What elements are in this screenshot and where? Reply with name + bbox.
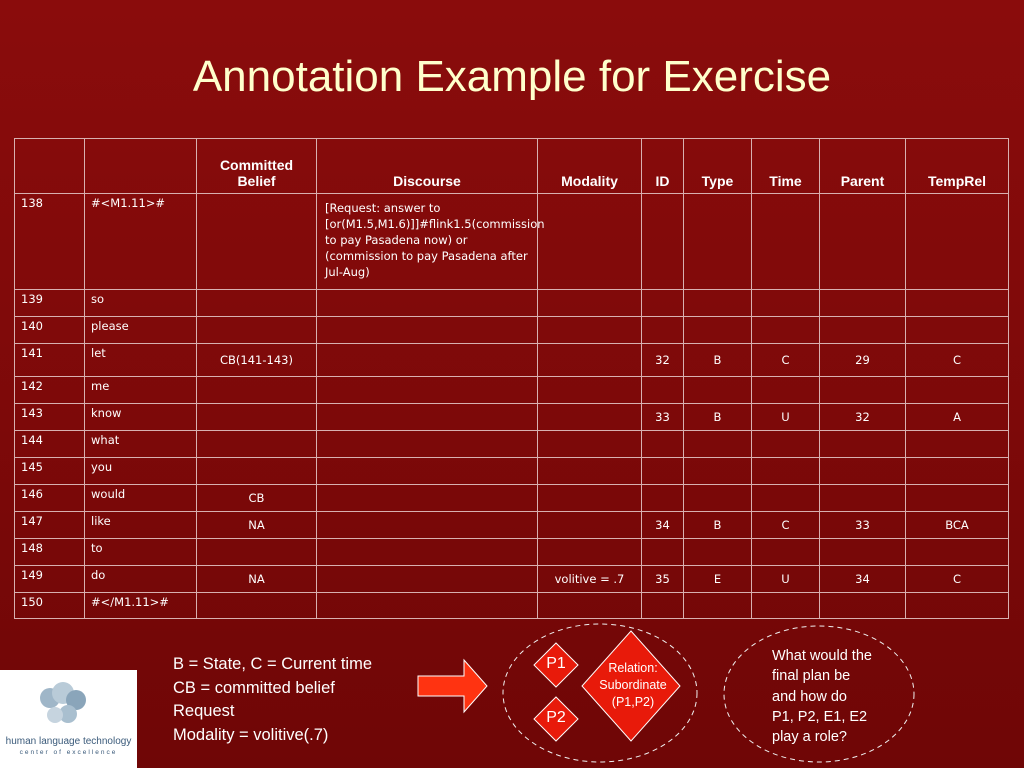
legend-line: B = State, C = Current time bbox=[173, 655, 372, 673]
table-cell: 146 bbox=[15, 485, 85, 512]
table-cell: A bbox=[906, 404, 1009, 431]
table-cell: do bbox=[85, 566, 197, 593]
table-cell: U bbox=[752, 404, 820, 431]
slide-title: Annotation Example for Exercise bbox=[192, 52, 832, 101]
table-cell: 145 bbox=[15, 458, 85, 485]
relation-line: (P1,P2) bbox=[611, 695, 655, 709]
column-header: TempRel bbox=[906, 139, 1009, 194]
column-header: Committed Belief bbox=[197, 139, 317, 194]
table-cell: 139 bbox=[15, 290, 85, 317]
table-cell: to bbox=[85, 539, 197, 566]
question-line: P1, P2, E1, E2 bbox=[772, 708, 868, 725]
table-cell: 33 bbox=[642, 404, 684, 431]
p2-label: P2 bbox=[546, 709, 566, 726]
table-cell: me bbox=[85, 377, 197, 404]
table-cell: CB bbox=[197, 485, 317, 512]
logo bbox=[0, 670, 137, 768]
table-cell: [Request: answer to [or(M1.5,M1.6)]]#flink1.5(commission to pay Pasadena now) or (commission to pay Pasadena after Jul-Aug) bbox=[317, 194, 538, 290]
legend-line: Modality = volitive(.7) bbox=[173, 725, 329, 744]
question-line: What would the bbox=[772, 648, 872, 664]
question-text bbox=[772, 646, 902, 747]
right-arrow-icon bbox=[418, 660, 487, 712]
table-cell: 32 bbox=[820, 404, 906, 431]
table-cell: would bbox=[85, 485, 197, 512]
table-cell: so bbox=[85, 290, 197, 317]
table-cell: what bbox=[85, 431, 197, 458]
logo-name: human language technology bbox=[5, 736, 132, 747]
table-cell: 32 bbox=[642, 344, 684, 377]
logo-subtitle: center of excellence bbox=[19, 749, 118, 756]
column-header: Parent bbox=[820, 139, 906, 194]
table-cell: B bbox=[684, 512, 752, 539]
table-cell: 35 bbox=[642, 566, 684, 593]
table-cell: know bbox=[85, 404, 197, 431]
table-cell: NA bbox=[197, 512, 317, 539]
table-cell: E bbox=[684, 566, 752, 593]
table-cell: C bbox=[752, 344, 820, 377]
table-cell: 140 bbox=[15, 317, 85, 344]
column-header: Discourse bbox=[317, 139, 538, 194]
question-line: final plan be bbox=[772, 668, 851, 685]
table-cell: 141 bbox=[15, 344, 85, 377]
table-cell: B bbox=[684, 344, 752, 377]
table-cell: 142 bbox=[15, 377, 85, 404]
table-cell: U bbox=[752, 566, 820, 593]
question-line: play a role? bbox=[772, 729, 847, 746]
column-header: ID bbox=[642, 139, 684, 194]
table-cell: C bbox=[752, 512, 820, 539]
table-cell: volitive = .7 bbox=[538, 566, 642, 593]
question-line: and how do bbox=[772, 688, 847, 705]
legend-line: CB = committed belief bbox=[173, 678, 335, 697]
table-cell: 33 bbox=[820, 512, 906, 539]
table-cell: 29 bbox=[820, 344, 906, 377]
table-cell: 143 bbox=[15, 404, 85, 431]
table-cell: #</M1.11># bbox=[85, 593, 197, 619]
table-cell: let bbox=[85, 344, 197, 377]
p1-label: P1 bbox=[546, 655, 566, 672]
table-cell: 150 bbox=[15, 593, 85, 619]
table-cell: 34 bbox=[642, 512, 684, 539]
table-cell: like bbox=[85, 512, 197, 539]
table-cell: C bbox=[906, 344, 1009, 377]
relation-line: Subordinate bbox=[599, 678, 667, 692]
table-cell: #<M1.11># bbox=[85, 194, 197, 290]
table-cell: BCA bbox=[906, 512, 1009, 539]
relation-line: Relation: bbox=[608, 661, 658, 675]
table-cell: CB(141-143) bbox=[197, 344, 317, 377]
heads-logo-icon bbox=[0, 670, 137, 736]
table-cell: please bbox=[85, 317, 197, 344]
table-cell: B bbox=[684, 404, 752, 431]
relation-label bbox=[588, 660, 678, 711]
table-cell: you bbox=[85, 458, 197, 485]
table-cell: 148 bbox=[15, 539, 85, 566]
table-cell: 34 bbox=[820, 566, 906, 593]
column-header: Type bbox=[684, 139, 752, 194]
table-cell: 149 bbox=[15, 566, 85, 593]
table-cell: NA bbox=[197, 566, 317, 593]
legend-line: Request bbox=[173, 702, 235, 720]
table-cell: 147 bbox=[15, 512, 85, 539]
table-cell: C bbox=[906, 566, 1009, 593]
table-cell: 144 bbox=[15, 431, 85, 458]
table-cell: 138 bbox=[15, 194, 85, 290]
column-header: Modality bbox=[538, 139, 642, 194]
column-header: Time bbox=[752, 139, 820, 194]
